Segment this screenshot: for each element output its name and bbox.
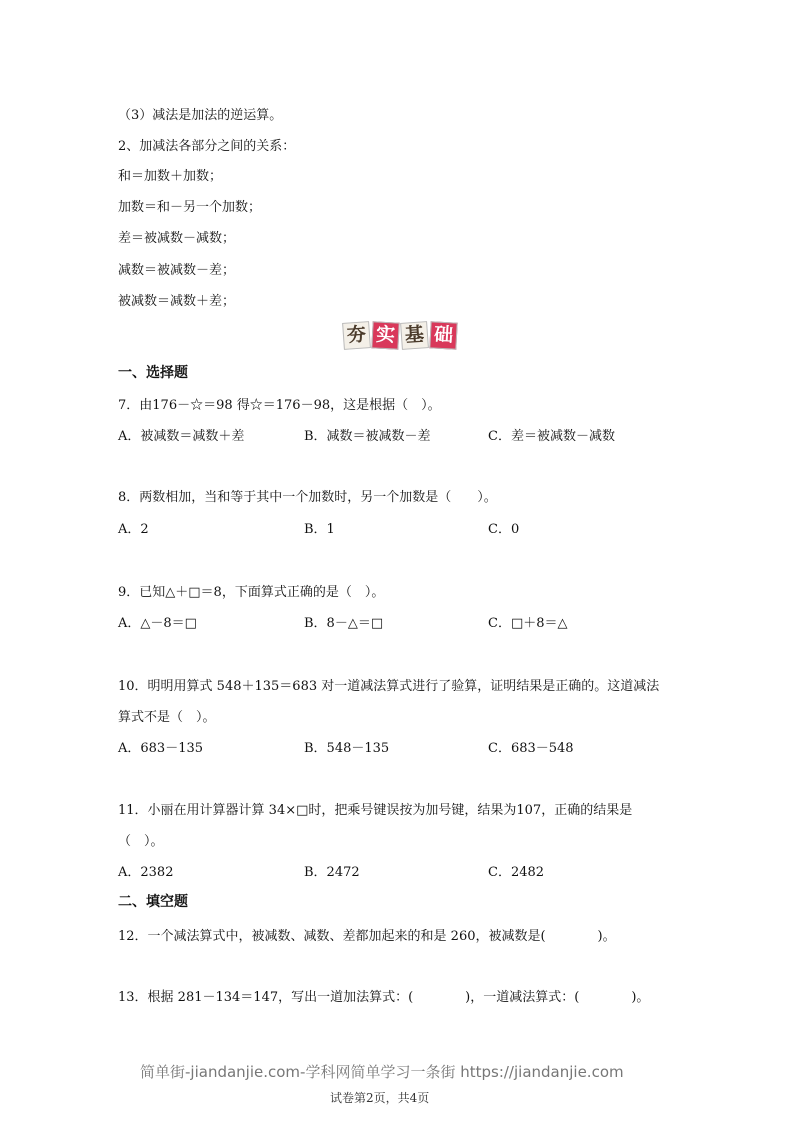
intro-line: 减数＝被减数－差； (118, 263, 236, 278)
question-11: 11．小丽在用计算器计算 34×□时，把乘号键误按为加号键，结果为107，正确的结果是 (118, 803, 633, 818)
question-12: 12．一个减法算式中，被减数、减数、差都加起来的和是 260，被减数是( )。 (118, 929, 616, 944)
option-a: A．2382 (118, 865, 174, 880)
option-b: B．548－135 (304, 741, 390, 756)
question-13: 13．根据 281－134＝147，写出一道加法算式：( )，一道减法算式：( )。 (118, 990, 650, 1005)
option-b: B．8－△＝□ (304, 616, 384, 631)
option-a: A．2 (118, 522, 149, 537)
option-a: A．△－8＝□ (118, 616, 197, 631)
option-b: B．2472 (304, 865, 360, 880)
option-c: C．差＝被减数－减数 (488, 429, 615, 444)
intro-line: 加数＝和－另一个加数； (118, 200, 262, 215)
section-heading: 二、填空题 (118, 894, 188, 910)
option-a: A．683－135 (118, 741, 204, 756)
option-c: C．□＋8＝△ (488, 616, 568, 631)
option-c: C．683－548 (488, 741, 574, 756)
logo-char: 夯 (342, 321, 371, 350)
option-c: C．0 (488, 522, 520, 537)
section-heading: 一、选择题 (118, 365, 188, 381)
option-c: C．2482 (488, 865, 545, 880)
question-8: 8．两数相加，当和等于其中一个加数时，另一个加数是（ ）。 (118, 490, 497, 505)
logo-char: 础 (429, 321, 457, 349)
intro-line: 和＝加数＋加数； (118, 169, 223, 184)
question-10: 10．明明用算式 548＋135＝683 对一道减法算式进行了验算，证明结果是正确的。这道减法 (118, 679, 660, 694)
question-11-cont: （ ）。 (118, 834, 164, 849)
option-b: B．减数＝被减数－差 (304, 429, 431, 444)
logo-char: 实 (371, 321, 399, 349)
logo-char: 基 (400, 321, 429, 350)
option-b: B．1 (304, 522, 335, 537)
intro-line: 差＝被减数－减数； (118, 231, 236, 246)
page-footer: 试卷第2页，共4页 (330, 1091, 430, 1105)
intro-line: 2、加减法各部分之间的关系： (118, 139, 296, 154)
intro-line: （3）减法是加法的逆运算。 (118, 108, 283, 123)
intro-line: 被减数＝减数＋差； (118, 294, 236, 309)
question-7: 7．由176－☆＝98 得☆＝176－98，这是根据（ ）。 (118, 398, 441, 413)
option-a: A．被减数＝减数＋差 (118, 429, 245, 444)
watermark: 简单街-jiandanjie.com-学科网简单学习一条街 https://jiandanjie.com (140, 1063, 624, 1081)
section-logo (343, 322, 457, 349)
question-9: 9．已知△＋□＝8，下面算式正确的是（ ）。 (118, 585, 385, 600)
question-10-cont: 算式不是（ ）。 (118, 710, 216, 725)
